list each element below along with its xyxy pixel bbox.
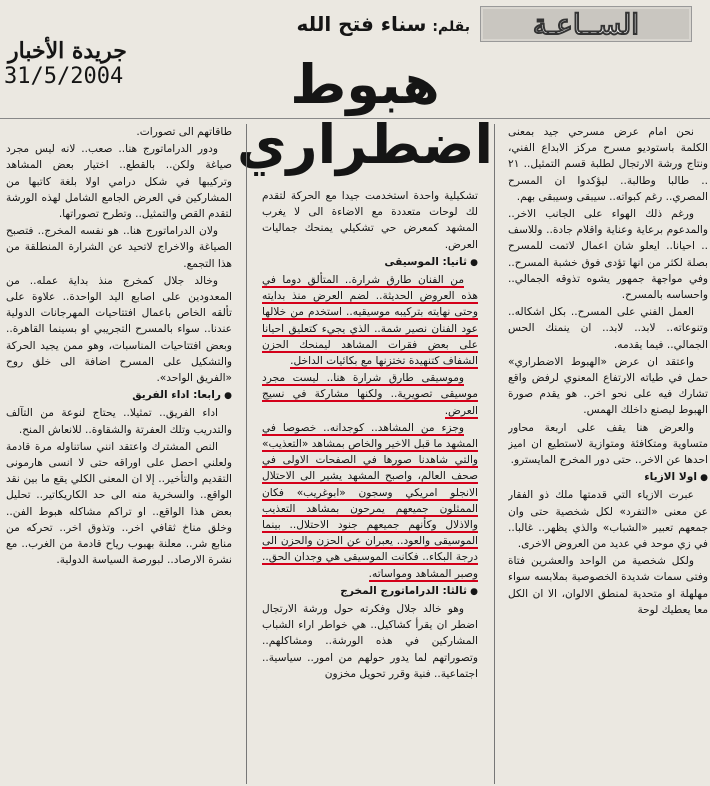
paragraph: واعتقد ان عرض «الهبوط الاضطراري» حمل في طياته الارتفاع المعنوي لرفض واقع تشارك فيه على نحو اخر.. هو يقدم صورة الهبوط ليصنع داخلك الهمس. <box>508 355 708 417</box>
newspaper-name: جريدة الأخبار <box>8 38 127 64</box>
paragraph-highlighted <box>262 420 478 582</box>
paragraph: نحن امام عرض مسرحي جيد بمعنى الكلمة باستوديو مسرح مركز الابداع الفني، ونتاج ورشة الارتجال لطلبة قسم التمثيل.. ٢١ .. طالبا وطالبة.. ليؤكدوا ان المسرح المصري.. رغم كبواته.. سيبقى وسيبقى بهم. <box>508 126 708 203</box>
subheading: ● ثالثا: الدراماتورج المخرج <box>262 583 478 600</box>
paragraph: العمل الفني على المسرح.. بكل اشكاله.. وتنوعاته.. لابد.. لابد.. ان ينمنك الحس الجمالي.. فيما يقدمه. <box>508 306 708 351</box>
paragraph: ولان الدراماتورج هنا.. هو نفسه المخرج.. فتصبح الصياغة والاخراج لاتحيد عن الشرارة المنطلقة من هذا التجمع. <box>6 225 232 270</box>
header-divider <box>0 118 710 119</box>
column-divider <box>494 124 495 784</box>
red-underlined-text: وجزء من المشاهد.. كوجدانه.. خصوصا في المشهد ما قبل الاخير والخاص بمشاهد «التعذيب» والتي شاهدنا صورها في الصفحات الاولى في صحف العالم، واصبح المشهد يشير الى الاحتلال الانجلو امريكي وسجون «ابوغريب» فكان الممثلون جميعهم يمرحون بمشاهد التعذيب والاذلال وكأنهم جميعهم جنود الاحتلال.. بينما الموسيقى والعود.. يعبران عن الحزن والحزن الى درجة البكاء.. فكانت الموسيقى هي وجدان الحق.. وصبر المشاهد ومواساته. <box>262 421 478 580</box>
paragraph-highlighted <box>262 272 478 369</box>
red-underlined-text: وموسيقى طارق شرارة هنا.. ليست مجرد موسيقى تصويرية.. ولكنها مشاركة في نسيج العرض. <box>262 372 478 417</box>
paragraph: ورغم ذلك الهواء على الجانب الاخر.. والمدعوم برعاية وعناية واقلام جادة.. وللاسف .. احيانا.. ايعلو شان اعمال لاتمت للمسرح بصلة لكثر من انها تؤدى فوق خشبة المسرح.. وفي مواجهة جمهور يشوه تذوقه الجمالي.. واحساسه بالمسرح. <box>508 208 708 302</box>
column-name-banner <box>480 6 692 42</box>
column-name: الســاعـة <box>532 7 640 41</box>
subheading: ● اولا الازياء <box>508 469 708 486</box>
article-column-3 <box>6 124 232 784</box>
paragraph: عبرت الازياء التي قدمتها ملك ذو الفقار عن معنى «التفرد» لكل شخصية حتى وان جمعهم تعبير «الشباب» والذي يظهر.. غالبا.. في زي موحد في عديد من العروض الاخرى. <box>508 489 708 551</box>
headline: هبوط اضطراري <box>237 53 493 176</box>
byline <box>297 12 470 36</box>
paragraph: طاقاتهم الى تصورات. <box>136 126 232 138</box>
paragraph: وخالد جلال كمخرج منذ بداية عمله.. من المعدودين على اصابع اليد الواحدة.. علاوة على تألقه الخاص باعمال افتتاحيات المهرجانات الدولية عندنا.. سواء بالمسرح التجريبي او بسينما القاهرة.. وبعض افتتاحيات المناسبات، وهو ممن يجيد الحركة والتشكيل على المسرح اضافة الى خلق روح «الفريق الواحد». <box>6 274 232 385</box>
paragraph: ولكل شخصية من الواحد والعشرين فتاة وفتى سمات شديدة الخصوصية بملابسه سواء مهلهلة او متحدية لمنطق الالوان، الا ان الكل معا يعطيك لوحة <box>508 555 708 616</box>
author-name: سناء فتح الله <box>296 12 427 36</box>
red-underlined-text: من الفنان طارق شرارة.. المتألق دوما في هذه العروض الحديثة.. لضم العرض منذ بدايته وحتى نهايته بتركيبه موسيقيه.. استخدم من خلالها عود الفنان نصير شمة.. الذي يجيء كتعليق احيانا على بعض فقرات المشاهد ليمنحك الحزن الشفاف كتنهيدة تختزنها مع بكائيات الداخل. <box>262 274 478 368</box>
byline-prefix: بقلم: <box>432 19 470 35</box>
article-column-1 <box>508 124 708 784</box>
subheading: ● ثانيا: الموسيقى <box>262 254 478 271</box>
publication-date: 31/5/2004 <box>4 64 124 89</box>
column-divider <box>246 124 247 784</box>
paragraph: النص المشترك واعتقد انني ساتناوله مرة قادمة ولعلني احصل على اوراقه حتى لا انسى هارمونى التقديم والتأخير.. إلا ان المعنى الكلي يقع ما بين نقد الواقع.. والسخرية منه الى حد الكاريكاتير.. تحليل بعض هذا الواقع.. او تراكم مشاكله هبوط الفن.. وخلق مناخ ثقافي اخر.. وتذوق اخر.. تحركه من منابع شر.. معلنة بهبوب رياح قادمة من الغرب.. مع نشرة الارصاد.. لبورصة السياسة الدولية. <box>6 440 232 567</box>
paragraph: ودور الدراماتورج هنا.. صعب.. لانه ليس مجرد صياغة ولكن.. بالقطع.. اختيار بعض المشاهد وتركيبها في شكل درامي اولا بلغة كاتبها من المشاركين في العرض الجامع الشامل لهذه الورشة لتقدم القص والتمثيل.. وتطرح تصوراتها. <box>6 143 232 221</box>
paragraph: والعرض هنا يقف على اربعة محاور متساوية ومتكافئة ومتوازية لاستطيع ان اميز احدها عن الاخر.. حتى دور المخرج المايسترو. <box>508 421 708 467</box>
article-column-2 <box>262 188 478 784</box>
paragraph: اداء الفريق.. تمثيلا.. يحتاج لنوعة من التآلف والتدريب وتلك العفرتة والشقاوة.. للانعاش المنح. <box>6 407 232 436</box>
paragraph: وهو خالد جلال وفكرته حول ورشة الارتجال اضطر ان يقرأ كشاكيل.. هي خواطر اراء الشباب المشاركين في هذه الورشة.. ومشاكلهم.. وتصوراتهم لما يدور حولهم من امور.. سياسية.. اجتماعية.. فنية وقرر تحويل مخزون <box>262 603 478 680</box>
paragraph: تشكيلية واحدة استخدمت جيدا مع الحركة لتقدم لك لوحات متعددة مع الاضاءة الى لا يغرب المشهد كمعرض حي تشكيلي يمنحك جماليات العرض. <box>262 190 478 251</box>
subheading: ● رابعا: اداء الفريق <box>6 387 232 404</box>
paragraph-highlighted <box>262 370 478 419</box>
